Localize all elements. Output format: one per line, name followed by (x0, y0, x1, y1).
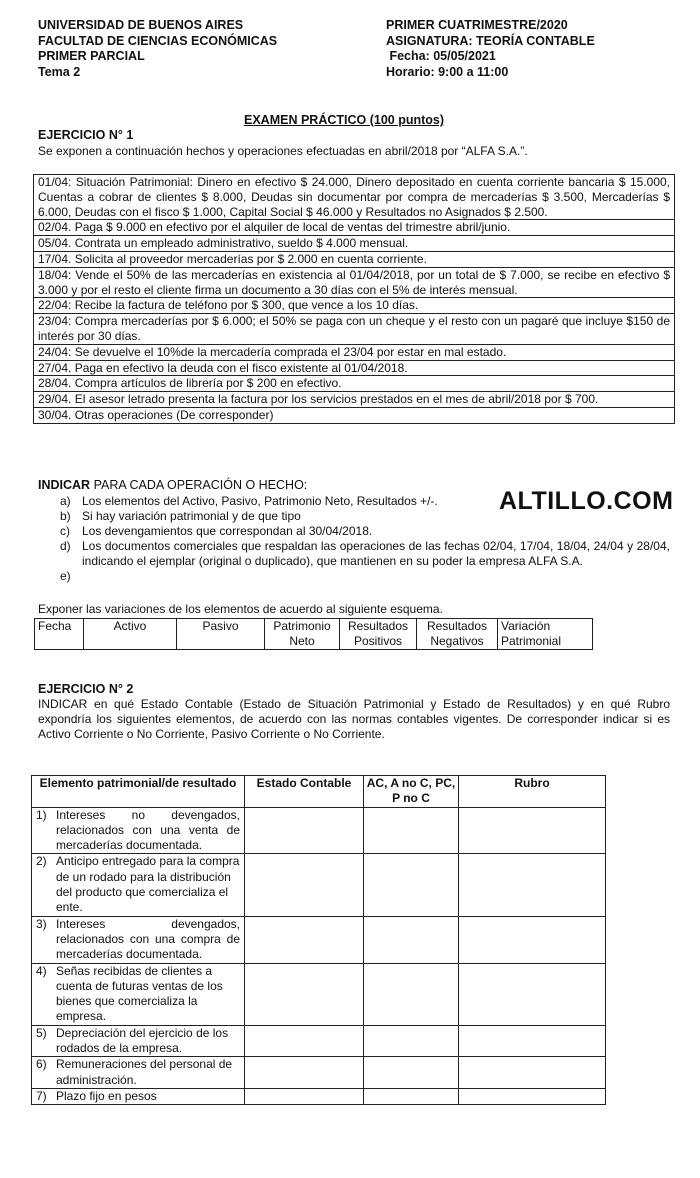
operation-item: 01/04: Situación Patrimonial: Dinero en efectivo $ 24.000, Dinero depositado en cuenta corriente bancaria $ 15.000, Cuentas a cobrar de clientes $ 8.000, Deudas sin documentar por compra de mercaderías $ 3.500, Mercaderías $ 6.000, Deudas con el fisco $ 1.000, Capital Social $ 46.000 y Resultados no Asignados $ 2.500. (38, 175, 670, 219)
row-text: Intereses devengados, relacionados con una compra de mercaderías documentada. (56, 916, 240, 962)
answer-cell[interactable] (245, 854, 364, 916)
list-item (60, 524, 670, 539)
header-element: Elemento patrimonial/de resultado (32, 776, 245, 808)
table-cell: Resultados (417, 619, 498, 635)
answer-cell[interactable] (364, 854, 459, 916)
table-row (32, 963, 606, 1025)
exercise-2-text: INDICAR en qué Estado Contable (Estado de Situación Patrimonial y Estado de Resultados) y en qué Rubro expondría los siguientes elementos, de acuerdo con las normas contables vigentes. De corresponder indicar si es Activo Corriente o No Corriente, Pasivo Corriente o No Corriente. (38, 697, 670, 741)
answer-cell[interactable] (364, 1057, 459, 1089)
table-cell: Fecha (35, 619, 84, 635)
element-cell (32, 1025, 245, 1057)
operation-item: 23/04: Compra mercaderías por $ 6.000; el 50% se paga con un cheque y el resto con un pagaré que incluye $150 de interés por 30 días. (34, 313, 674, 344)
element-cell (32, 963, 245, 1025)
item-text: Los elementos del Activo, Pasivo, Patrimonio Neto, Resultados +/-. (82, 494, 438, 508)
operation-item: 27/04. Paga en efectivo la deuda con el fisco existente al 01/04/2018. (34, 360, 674, 376)
header-right (386, 18, 595, 80)
table-row (32, 1057, 606, 1089)
table-row (32, 854, 606, 916)
element-cell (32, 1057, 245, 1089)
row-number: 5) (36, 1025, 47, 1040)
row-number: 2) (36, 854, 47, 869)
table-cell: Patrimonio (265, 619, 340, 635)
answer-cell[interactable] (459, 1088, 606, 1104)
item-text (82, 569, 670, 584)
operation-item: 30/04. Otras operaciones (De corresponder) (34, 407, 674, 423)
answer-cell[interactable] (364, 1025, 459, 1057)
row-text: Depreciación del ejercicio de los rodados de la empresa. (56, 1025, 229, 1056)
operation-item: 28/04. Compra artículos de librería por $ 200 en efectivo. (34, 375, 674, 391)
header-rubro: Rubro (459, 776, 606, 808)
answer-cell[interactable] (459, 854, 606, 916)
answer-cell[interactable] (245, 1088, 364, 1104)
table-cell: Negativos (417, 634, 498, 650)
table-cell: Neto (265, 634, 340, 650)
exam-theme: Tema 2 (38, 64, 81, 79)
item-text: Los devengamientos que correspondan al 30/04/2018. (82, 524, 373, 538)
item-letter: e) (60, 569, 71, 583)
row-number: 1) (36, 807, 47, 822)
subject: ASIGNATURA: TEORÍA CONTABLE (386, 33, 595, 48)
table-cell (35, 634, 84, 650)
exercise-2-title: EJERCICIO N° 2 (38, 682, 134, 696)
university-name: UNIVERSIDAD DE BUENOS AIRES (38, 18, 244, 32)
header-estado: Estado Contable (245, 776, 364, 808)
answer-cell[interactable] (459, 1025, 606, 1057)
item-text: Si hay variación patrimonial y de que tipo (82, 509, 301, 523)
answer-cell[interactable] (245, 916, 364, 963)
item-letter: a) (60, 494, 71, 508)
header-clasificacion: AC, A no C, PC, P no C (364, 776, 459, 808)
answer-cell[interactable] (245, 1025, 364, 1057)
table-cell (84, 634, 177, 650)
row-number: 4) (36, 963, 47, 978)
table-row (32, 807, 606, 854)
table-row (32, 916, 606, 963)
element-cell (32, 807, 245, 854)
operation-item: 24/04: Se devuelve el 10%de la mercadería comprada el 23/04 por estar en mal estado. (34, 344, 674, 360)
operation-item: 29/04. El asesor letrado presenta la factura por los servicios prestados en el mes de abril/2018 por $ 700. (34, 391, 674, 407)
table-cell: Patrimonial (498, 634, 593, 650)
table-cell (177, 634, 265, 650)
faculty-name: FACULTAD DE CIENCIAS ECONÓMICAS (38, 33, 278, 48)
element-cell (32, 916, 245, 963)
item-letter: c) (60, 524, 70, 538)
indicar-rest: PARA CADA OPERACIÓN O HECHO: (90, 478, 308, 492)
answer-cell[interactable] (364, 1088, 459, 1104)
header-left (38, 18, 277, 80)
exam-type: PRIMER PARCIAL (38, 49, 145, 63)
answer-cell[interactable] (459, 916, 606, 963)
row-text: Señas recibidas de clientes a cuenta de futuras ventas de los bienes que comercializa la empresa. (56, 963, 223, 1024)
row-text: Intereses no devengados, relacionados con una venta de mercaderías documentada. (56, 807, 240, 853)
element-cell (32, 1088, 245, 1104)
answer-cell[interactable] (245, 963, 364, 1025)
answer-cell[interactable] (364, 916, 459, 963)
list-item (60, 539, 670, 569)
table-row (35, 634, 593, 650)
indicar-heading (38, 478, 307, 492)
row-number: 3) (36, 916, 47, 931)
list-item (60, 569, 670, 584)
table-header-row (32, 776, 606, 808)
answer-cell[interactable] (245, 1057, 364, 1089)
table-row (35, 619, 593, 635)
row-number: 6) (36, 1057, 47, 1072)
item-text: Los documentos comerciales que respaldan las operaciones de las fechas 02/04, 17/04, 18/04, 24/04 y 28/04, indicando el ejemplar (original o duplicado), que mantienen en su poder la empresa ALFA S.A. (82, 539, 670, 568)
operation-item: 18/04: Vende el 50% de las mercaderías en existencia al 01/04/2018, por un total de $ 7.000, se recibe en efectivo $ 3.000 y por el resto el cliente firma un documento a 30 días con el 5% de interés mensual. (34, 267, 674, 298)
table-row (32, 1088, 606, 1104)
table-cell: Pasivo (177, 619, 265, 635)
table-row (32, 1025, 606, 1057)
indicar-bold: INDICAR (38, 478, 91, 492)
exam-title: EXAMEN PRÁCTICO (100 puntos) (244, 113, 445, 127)
variations-table (34, 618, 593, 650)
operation-item: 05/04. Contrata un empleado administrativo, sueldo $ 4.000 mensual. (34, 235, 674, 251)
table-cell: Positivos (340, 634, 417, 650)
exercise-1-title: EJERCICIO N° 1 (38, 128, 134, 142)
row-text: Anticipo entregado para la compra de un rodado para la distribución del producto que comercializa el ente. (56, 854, 240, 915)
elements-table (31, 775, 606, 1105)
operations-box (33, 174, 675, 424)
watermark-logo: ALTILLO.COM (499, 487, 674, 515)
item-letter: d) (60, 539, 71, 553)
exam-time: Horario: 9:00 a 11:00 (386, 64, 509, 79)
answer-cell[interactable] (245, 807, 364, 854)
exercise-1-intro: Se exponen a continuación hechos y operaciones efectuadas en abril/2018 por “ALFA S.A.”. (38, 144, 528, 158)
table-cell: Activo (84, 619, 177, 635)
answer-cell[interactable] (364, 963, 459, 1025)
answer-cell[interactable] (459, 807, 606, 854)
answer-cell[interactable] (459, 1057, 606, 1089)
row-number: 7) (36, 1088, 47, 1103)
exam-date: Fecha: 05/05/2021 (386, 49, 496, 63)
table-cell: Variación (498, 619, 593, 635)
element-cell (32, 854, 245, 916)
term: PRIMER CUATRIMESTRE/2020 (386, 18, 568, 32)
exponer-text: Exponer las variaciones de los elementos de acuerdo al siguiente esquema. (38, 602, 443, 616)
operation-item: 02/04. Paga $ 9.000 en efectivo por el alquiler de local de ventas del trimestre abril/junio. (34, 219, 674, 235)
answer-cell[interactable] (364, 807, 459, 854)
answer-cell[interactable] (459, 963, 606, 1025)
table-cell: Resultados (340, 619, 417, 635)
item-letter: b) (60, 509, 71, 523)
row-text: Remuneraciones del personal de administración. (56, 1057, 233, 1087)
operation-item: 17/04. Solicita al proveedor mercaderías por $ 2.000 en cuenta corriente. (34, 251, 674, 267)
row-text: Plazo fijo en pesos (56, 1088, 157, 1103)
operation-item: 22/04: Recibe la factura de teléfono por $ 300, que vence a los 10 días. (34, 297, 674, 313)
